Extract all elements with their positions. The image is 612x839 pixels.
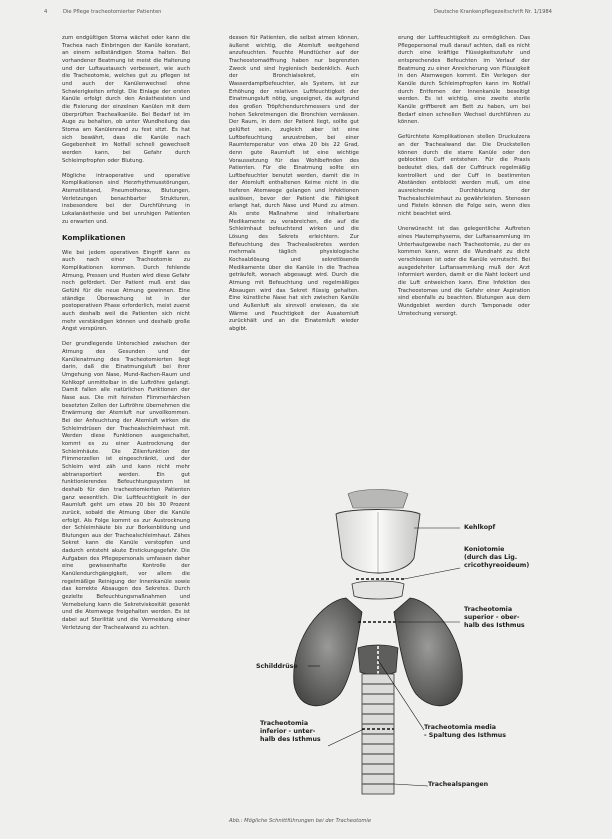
section-heading-komplikationen: Komplikationen: [62, 232, 126, 242]
label-kehlkopf: Kehlkopf: [464, 524, 496, 531]
label-tracheaspangen: Trachealspangen: [428, 781, 489, 788]
text-column-1: [62, 35, 190, 825]
intro-paragraph-2: Mögliche intraoperative und operative Komplikationen sind Herzrhythmusstörungen, Atemstillstand, Pneumothorax, Blutungen, Verletzungen benachbarter Strukturen, insbesondere bei der Durchführung in Lokalanästhesie und bei unruhigen Patienten zu erwarten und.: [62, 172, 190, 225]
hyoid-shape: [348, 490, 408, 509]
intro-paragraph-1: zum endgültigen Stoma wächst oder kann die Trachea nach Einbringen der Kanüle konstant, an einem selbständigen Stoma halten. Bei vorhandener Beatmung ist meist die Halterung und der Luftaustausch verbessert, wie auch die Tracheotomie, welches gut zu pflegen ist und auch der Kanülenwechsel ohne Schwierigkeiten erfolgt. Die Einlage der ersten Kanüle erfolgt durch den Anästhesisten und die Fixierung der einzelnen Kanülen mit dem überprüften Trachealkanüle. Bei Bedarf ist im Auge zu behalten, ob unter Wundheilung das Stoma am Kanülenrand zu fest sitzt. Es hat sich bewährt, dass die Kanüle nach Gegebenheit im Notfall schnell gewechselt werden kann, bei Gefahr durch Schleimpfropfen oder Blutung.: [62, 35, 190, 164]
complication-paragraph-2: Der grundlegende Unterschied zwischen der Atmung des Gesunden und der Kanülenatmung des Tracheotomierten liegt darin, daß die Einatmungsluft bei ihrer Umgehung von Nase, Mund-Rachen-Raum und Kehlkopf unmittelbar in die Luftröhre gelangt. Damit fallen alle natürlichen Funktionen der Nase aus. Die mit feinsten Flimmerhärchen besetzten Zellen der Luftröhre übernehmen die Erwärmung der Atemluft nur unvollkommen. Bei der Anfeuchtung der Atemluft wirken die Schleimdrüsen der Trachealschleimhaut mit. Werden diese Funktionen ausgeschaltet, kommt es zu einer Austrocknung der Schleimhäute. Die Zilienfunktion der Flimmerzellen ist eingeschränkt, und der Schleim wird zäh und kann nicht mehr abtransportiert werden. Ein gut funktionierendes Befeuchtungssystem ist deshalb für den tracheotomierten Patienten ganz wesentlich. Die Luftfeuchtigkeit in der Raumluft geht um etwa 20 bis 30 Prozent zurück, sobald die Atmung über die Kanüle erfolgt. Als Folge kommt es zur Austrocknung der Schleimhäute bis zur Borkenbildung und Blutungen aus der Trachealschleimhaut. Zähes Sekret kann die Kanüle verstopfen und dadurch entsteht akute Erstickungsgefahr. Die Aufgaben des Pflegepersonals umfassen daher eine gewissenhafte Kontrolle der Kanülendurchgängigkeit, vor allem die regelmäßige Reinigung der Innenkanüle sowie das korrekte Absaugen des Sekretes. Durch gezielte Befeuchtungsmaßnahmen und Vernebelung kann die Sekretviskosität gesenkt und die Atemwege freigehalten werden. Es ist dabei auf Sterilität und die Vermeidung einer Verletzung der Trachealwand zu achten.: [62, 341, 190, 631]
thyroid-left-lobe: [294, 598, 362, 706]
anatomy-figure: [228, 488, 548, 808]
label-tracheotomia-media: Tracheotomia media - Spaltung des Isthmus: [424, 724, 507, 739]
label-tracheotomia-superior: Tracheotomia superior - ober- halb des Isthmus: [464, 606, 525, 629]
label-tracheotomia-inferior: Tracheotomia inferior - unter- halb des Isthmus: [260, 720, 321, 743]
running-title-left: Die Pflege tracheotomierter Patienten: [63, 9, 162, 15]
column3-paragraph-2: Gefürchtete Komplikationen stellen Druckulzera an der Trachealwand dar. Die Druckstellen können durch die starre Kanüle oder den geblockten Cuff entstehen. Für die Praxis bedeutet dies, daß der Cuffdruck regelmäßig kontrolliert und der Cuff in bestimmten Abständen entblockt werden muß, um eine ausreichende Durchblutung der Trachealschleimhaut zu gewährleisten. Stenosen und Fisteln können die Folge sein, wenn dies nicht beachtet wird.: [398, 134, 530, 218]
column3-paragraph-1: erung der Luftfeuchtigkeit zu ermöglichen. Das Pflegepersonal muß darauf achten, daß es nicht durch eine kräftige Flüssigkeitszufuhr und entsprechendes Befeuchten im Verlauf der Beatmung zu einer Anreicherung von Flüssigkeit in den Atemwegen kommt. Ein Verlegen der Kanüle durch Schleimpfropfen kann im Notfall durch Entfernen der Innenkanüle beseitigt werden. Es ist wichtig, eine zweite sterile Kanüle griffbereit am Bett zu haben, um bei Bedarf einen schnellen Wechsel durchführen zu können.: [398, 35, 530, 126]
complication-paragraph-1: Wie bei jedem operativen Eingriff kann es auch nach einer Tracheotomie zu Komplikationen kommen. Durch fehlende Atmung, Pressen und Husten wird diese Gefahr noch gefördert. Der Patient muß erst das Gefühl für die neue Atmung gewinnen. Eine ständige Überwachung ist in der postoperativen Phase erforderlich, meist zuerst auch deshalb weil die Patienten sich nicht mehr verständigen können und deshalb große Angst verspüren.: [62, 249, 190, 333]
label-koniotomie: Koniotomie (durch das Lig. cricothyreoideum): [464, 546, 530, 569]
larynx-trachea-illustration: [228, 488, 548, 808]
label-schilddruese: Schilddrüse: [256, 663, 298, 670]
page-number: 4: [44, 9, 48, 15]
figure-caption: Abb.: Mögliche Schnittführungen bei der Tracheotomie: [229, 818, 372, 824]
column2-paragraph-1: dessen für Patienten, die selbst atmen können, äußerst wichtig, die Atemluft weitgehend anzufeuchten. Feuchte Mundtücher auf der Tracheostomaöffnung haben nur begrenzten Zweck und sind hygienisch bedenklich. Auch der Bronchialsekret, ein Wasserdampfbefeuchter, als System, ist zur Erhöhung der relativen Luftfeuchtigkeit der Einatmungsluft nötig, ungeeignet, da aufgrund des großen Tröpfchendurchmessers und der hohen Sekretmengen die Bronchien vernässen. Der Raum, in dem der Patient liegt, sollte gut gelüftet sein, zugleich aber ist eine Luftbefeuchtung anzustreben, bei einer Raumtemperatur von etwa 20 bis 22 Grad, denn gute Raumluft ist eine wichtige Voraussetzung für das Wohlbefinden des Patienten. Für die Einatmung sollte ein Luftbefeuchter benutzt werden, damit die in der Atemluft enthaltenen Keime nicht in die tieferen Atemwege gelangen und Infektionen auslösen, bevor der Patient die Fähigkeit erlangt hat, durch Nase und Mund zu atmen. Als erste Maßnahme sind inhalierbare Medikamente zu verabreichen, die auf die Schleimhaut befeuchtend wirken und die Lösung des Sekrets erleichtern. Zur Befeuchtung des Trachealsekretes werden mehrmals täglich physiologische Kochsalzlösung und sekretlösende Medikamente über die Kanüle in die Trachea geträufelt, wonach abgesaugt wird. Durch die Atmung mit Befeuchtung und regelmäßiges Absaugen wird das Sekret flüssig gehalten. Eine künstliche Nase hat sich zwischen Kanüle und Außenluft als sinnvoll erwiesen, da sie Wärme und Feuchtigkeit der Ausatemluft zurückhält und an die Einatemluft wieder abgibt.: [229, 35, 359, 332]
cricoid-ring: [352, 581, 404, 599]
column3-paragraph-3: Unerwünscht ist das gelegentliche Auftreten eines Hautemphysems, der Luftansammlung im Unterhautgewebe nach Tracheotomie, zu der es kommen kann, wenn die Wundnaht zu dicht verschlossen ist oder die Kanüle verrutscht. Bei ausgedehnter Luftansammlung muß der Arzt informiert werden, damit er die Naht lockert und die Luft entweichen kann. Eine Infektion des Tracheostomas und die Gefahr einer Aspiration sind ebenfalls zu beachten. Blutungen aus dem Wundgebiet werden durch Tamponade oder Umstechung versorgt.: [398, 226, 530, 317]
thyroid-right-lobe: [394, 598, 462, 706]
text-column-3: [398, 35, 530, 465]
running-title-right: Deutsche Krankenpflegezeitschrift Nr. 1/1984: [433, 9, 552, 15]
text-column-2: [229, 35, 359, 465]
